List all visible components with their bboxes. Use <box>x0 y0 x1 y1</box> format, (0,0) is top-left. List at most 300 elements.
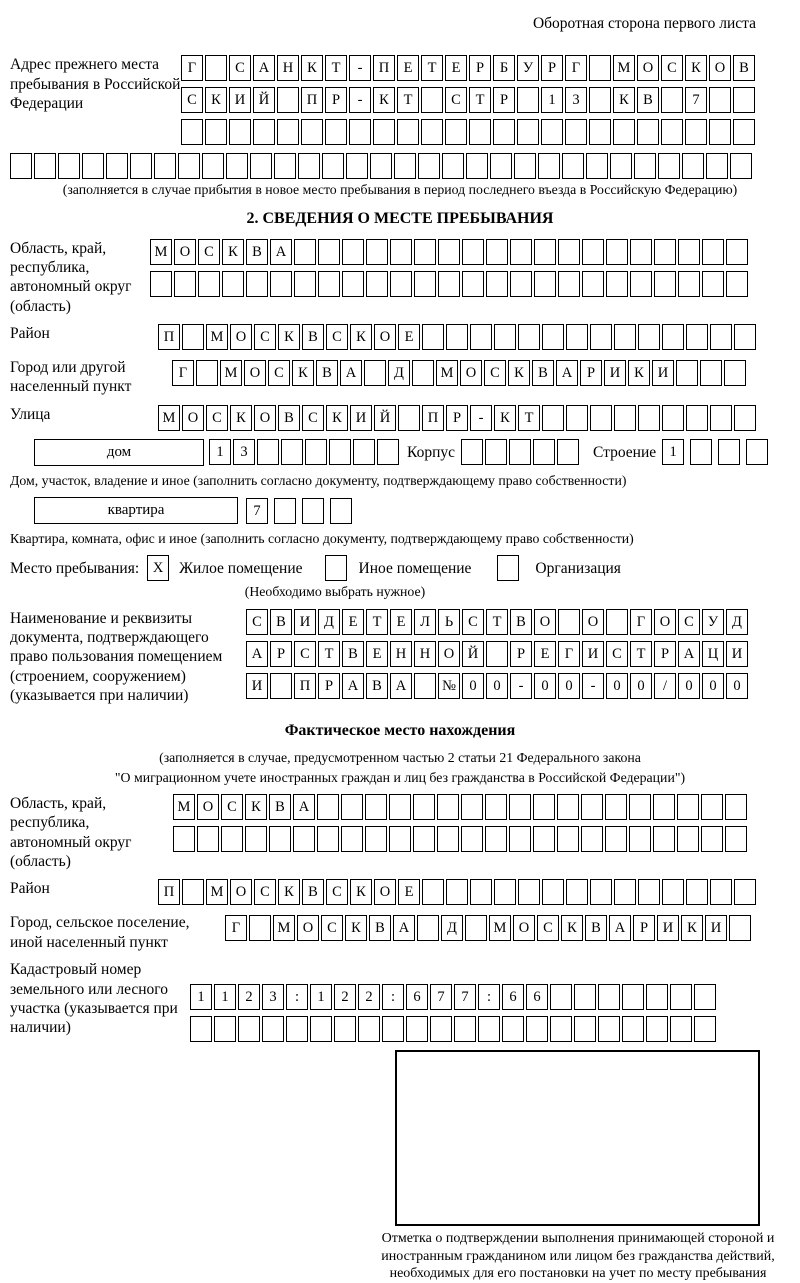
char-cell[interactable]: К <box>628 360 650 386</box>
char-cell[interactable] <box>446 324 468 350</box>
char-cell[interactable] <box>581 826 603 852</box>
char-cell[interactable] <box>533 794 555 820</box>
char-cell[interactable] <box>654 239 676 265</box>
residence-checkbox-inoe[interactable] <box>325 555 347 581</box>
char-cell[interactable] <box>446 879 468 905</box>
char-cell[interactable] <box>364 360 386 386</box>
char-cell[interactable] <box>250 153 272 179</box>
residence-checkbox-org[interactable] <box>497 555 519 581</box>
char-cell[interactable]: 3 <box>262 984 284 1010</box>
char-cell[interactable]: У <box>517 55 539 81</box>
char-cell[interactable]: Г <box>225 915 247 941</box>
char-cell[interactable]: 0 <box>702 673 724 699</box>
char-cell[interactable] <box>317 826 339 852</box>
char-cell[interactable] <box>466 153 488 179</box>
char-cell[interactable] <box>670 1016 692 1042</box>
char-cell[interactable] <box>461 439 483 465</box>
char-cell[interactable]: Е <box>398 879 420 905</box>
char-cell[interactable] <box>154 153 176 179</box>
char-cell[interactable] <box>686 405 708 431</box>
char-cell[interactable]: : <box>478 984 500 1010</box>
char-cell[interactable] <box>542 405 564 431</box>
char-cell[interactable] <box>614 324 636 350</box>
char-cell[interactable] <box>589 55 611 81</box>
char-cell[interactable]: О <box>374 879 396 905</box>
char-cell[interactable] <box>58 153 80 179</box>
char-cell[interactable] <box>318 239 340 265</box>
char-cell[interactable]: О <box>534 609 556 635</box>
char-cell[interactable] <box>373 119 395 145</box>
char-cell[interactable] <box>582 239 604 265</box>
char-cell[interactable]: В <box>246 239 268 265</box>
char-cell[interactable] <box>517 87 539 113</box>
char-cell[interactable] <box>341 826 363 852</box>
char-cell[interactable]: Г <box>558 641 580 667</box>
char-cell[interactable]: 0 <box>462 673 484 699</box>
char-cell[interactable]: К <box>373 87 395 113</box>
char-cell[interactable] <box>733 87 755 113</box>
char-cell[interactable]: М <box>273 915 295 941</box>
char-cell[interactable]: О <box>438 641 460 667</box>
char-cell[interactable] <box>590 324 612 350</box>
char-cell[interactable] <box>598 1016 620 1042</box>
char-cell[interactable]: В <box>278 405 300 431</box>
char-cell[interactable]: К <box>326 405 348 431</box>
char-cell[interactable] <box>377 439 399 465</box>
char-cell[interactable] <box>706 153 728 179</box>
char-cell[interactable] <box>566 405 588 431</box>
char-cell[interactable]: И <box>246 673 268 699</box>
char-cell[interactable]: 0 <box>630 673 652 699</box>
char-cell[interactable] <box>710 405 732 431</box>
char-cell[interactable]: Р <box>654 641 676 667</box>
char-cell[interactable]: С <box>268 360 290 386</box>
char-cell[interactable] <box>734 879 756 905</box>
char-cell[interactable]: О <box>637 55 659 81</box>
char-cell[interactable]: 0 <box>726 673 748 699</box>
char-cell[interactable]: - <box>582 673 604 699</box>
char-cell[interactable]: К <box>681 915 703 941</box>
char-cell[interactable] <box>437 794 459 820</box>
char-cell[interactable] <box>262 1016 284 1042</box>
char-cell[interactable] <box>726 239 748 265</box>
char-cell[interactable] <box>346 153 368 179</box>
char-cell[interactable]: Е <box>398 324 420 350</box>
char-cell[interactable]: А <box>609 915 631 941</box>
char-cell[interactable] <box>406 1016 428 1042</box>
char-cell[interactable] <box>726 271 748 297</box>
char-cell[interactable]: Т <box>630 641 652 667</box>
char-cell[interactable] <box>462 271 484 297</box>
char-cell[interactable] <box>606 271 628 297</box>
char-cell[interactable] <box>329 439 351 465</box>
char-cell[interactable] <box>34 153 56 179</box>
char-cell[interactable] <box>614 405 636 431</box>
char-cell[interactable] <box>533 439 555 465</box>
char-cell[interactable] <box>630 271 652 297</box>
char-cell[interactable] <box>509 826 531 852</box>
char-cell[interactable]: Й <box>253 87 275 113</box>
char-cell[interactable] <box>493 119 515 145</box>
char-cell[interactable]: 2 <box>358 984 380 1010</box>
char-cell[interactable] <box>514 153 536 179</box>
char-cell[interactable]: С <box>254 324 276 350</box>
char-cell[interactable]: С <box>537 915 559 941</box>
char-cell[interactable] <box>281 439 303 465</box>
char-cell[interactable] <box>421 119 443 145</box>
char-cell[interactable]: С <box>254 879 276 905</box>
char-cell[interactable]: В <box>637 87 659 113</box>
char-cell[interactable] <box>606 239 628 265</box>
char-cell[interactable] <box>322 153 344 179</box>
char-cell[interactable]: Д <box>388 360 410 386</box>
char-cell[interactable] <box>106 153 128 179</box>
char-cell[interactable] <box>465 915 487 941</box>
char-cell[interactable] <box>229 119 251 145</box>
char-cell[interactable]: П <box>158 879 180 905</box>
char-cell[interactable]: 7 <box>430 984 452 1010</box>
char-cell[interactable] <box>629 826 651 852</box>
char-cell[interactable] <box>454 1016 476 1042</box>
char-cell[interactable] <box>661 87 683 113</box>
char-cell[interactable] <box>422 879 444 905</box>
char-cell[interactable] <box>382 1016 404 1042</box>
char-cell[interactable]: С <box>321 915 343 941</box>
char-cell[interactable]: С <box>484 360 506 386</box>
char-cell[interactable] <box>662 324 684 350</box>
char-cell[interactable]: М <box>173 794 195 820</box>
char-cell[interactable] <box>734 405 756 431</box>
char-cell[interactable]: Е <box>390 609 412 635</box>
char-cell[interactable]: Р <box>633 915 655 941</box>
char-cell[interactable]: К <box>685 55 707 81</box>
char-cell[interactable] <box>330 498 352 524</box>
char-cell[interactable]: А <box>393 915 415 941</box>
char-cell[interactable] <box>222 271 244 297</box>
char-cell[interactable]: О <box>297 915 319 941</box>
char-cell[interactable] <box>677 826 699 852</box>
char-cell[interactable]: / <box>654 673 676 699</box>
char-cell[interactable] <box>637 119 659 145</box>
char-cell[interactable] <box>274 153 296 179</box>
char-cell[interactable] <box>305 439 327 465</box>
char-cell[interactable]: Т <box>421 55 443 81</box>
char-cell[interactable] <box>614 879 636 905</box>
char-cell[interactable] <box>310 1016 332 1042</box>
char-cell[interactable]: В <box>532 360 554 386</box>
char-cell[interactable] <box>414 239 436 265</box>
char-cell[interactable]: Г <box>181 55 203 81</box>
residence-checkbox-zhiloe[interactable]: X <box>147 555 169 581</box>
char-cell[interactable] <box>566 324 588 350</box>
char-cell[interactable] <box>646 1016 668 1042</box>
char-cell[interactable] <box>518 879 540 905</box>
char-cell[interactable] <box>462 239 484 265</box>
char-cell[interactable]: П <box>373 55 395 81</box>
char-cell[interactable]: К <box>278 879 300 905</box>
char-cell[interactable] <box>182 324 204 350</box>
char-cell[interactable] <box>365 826 387 852</box>
char-cell[interactable] <box>694 1016 716 1042</box>
char-cell[interactable] <box>686 324 708 350</box>
char-cell[interactable] <box>533 826 555 852</box>
char-cell[interactable]: 1 <box>190 984 212 1010</box>
char-cell[interactable] <box>317 794 339 820</box>
char-cell[interactable]: И <box>726 641 748 667</box>
char-cell[interactable]: 0 <box>606 673 628 699</box>
char-cell[interactable] <box>226 153 248 179</box>
char-cell[interactable] <box>301 119 323 145</box>
char-cell[interactable]: : <box>286 984 308 1010</box>
char-cell[interactable]: В <box>366 673 388 699</box>
char-cell[interactable] <box>246 271 268 297</box>
char-cell[interactable]: А <box>293 794 315 820</box>
char-cell[interactable] <box>318 271 340 297</box>
char-cell[interactable]: И <box>657 915 679 941</box>
char-cell[interactable] <box>682 153 704 179</box>
char-cell[interactable] <box>470 879 492 905</box>
char-cell[interactable]: К <box>613 87 635 113</box>
char-cell[interactable] <box>701 826 723 852</box>
char-cell[interactable]: О <box>230 879 252 905</box>
char-cell[interactable] <box>418 153 440 179</box>
char-cell[interactable]: В <box>733 55 755 81</box>
char-cell[interactable] <box>469 119 491 145</box>
char-cell[interactable] <box>590 405 612 431</box>
char-cell[interactable] <box>461 794 483 820</box>
char-cell[interactable] <box>638 879 660 905</box>
char-cell[interactable] <box>734 324 756 350</box>
char-cell[interactable]: Т <box>325 55 347 81</box>
char-cell[interactable]: В <box>269 794 291 820</box>
char-cell[interactable] <box>661 119 683 145</box>
char-cell[interactable] <box>526 1016 548 1042</box>
char-cell[interactable]: В <box>316 360 338 386</box>
char-cell[interactable] <box>613 119 635 145</box>
char-cell[interactable] <box>729 915 751 941</box>
char-cell[interactable]: 6 <box>526 984 548 1010</box>
char-cell[interactable]: О <box>654 609 676 635</box>
char-cell[interactable]: В <box>302 324 324 350</box>
char-cell[interactable] <box>478 1016 500 1042</box>
char-cell[interactable]: 7 <box>246 498 268 524</box>
char-cell[interactable]: К <box>350 879 372 905</box>
char-cell[interactable] <box>678 271 700 297</box>
char-cell[interactable] <box>557 439 579 465</box>
char-cell[interactable] <box>509 794 531 820</box>
char-cell[interactable]: Е <box>534 641 556 667</box>
char-cell[interactable] <box>298 153 320 179</box>
char-cell[interactable] <box>690 439 712 465</box>
char-cell[interactable] <box>634 153 656 179</box>
char-cell[interactable]: С <box>326 324 348 350</box>
char-cell[interactable]: 7 <box>685 87 707 113</box>
char-cell[interactable]: М <box>489 915 511 941</box>
char-cell[interactable]: И <box>705 915 727 941</box>
char-cell[interactable]: М <box>206 879 228 905</box>
char-cell[interactable]: О <box>513 915 535 941</box>
char-cell[interactable]: К <box>350 324 372 350</box>
char-cell[interactable]: И <box>229 87 251 113</box>
char-cell[interactable] <box>221 826 243 852</box>
char-cell[interactable]: П <box>301 87 323 113</box>
char-cell[interactable] <box>238 1016 260 1042</box>
char-cell[interactable] <box>302 498 324 524</box>
char-cell[interactable] <box>293 826 315 852</box>
char-cell[interactable] <box>490 153 512 179</box>
char-cell[interactable]: 1 <box>310 984 332 1010</box>
char-cell[interactable]: К <box>205 87 227 113</box>
char-cell[interactable]: В <box>270 609 292 635</box>
char-cell[interactable] <box>510 239 532 265</box>
char-cell[interactable]: В <box>342 641 364 667</box>
char-cell[interactable] <box>700 360 722 386</box>
char-cell[interactable]: Т <box>486 609 508 635</box>
char-cell[interactable]: О <box>374 324 396 350</box>
char-cell[interactable] <box>370 153 392 179</box>
char-cell[interactable] <box>622 1016 644 1042</box>
char-cell[interactable] <box>558 609 580 635</box>
char-cell[interactable] <box>358 1016 380 1042</box>
char-cell[interactable]: А <box>390 673 412 699</box>
char-cell[interactable]: Р <box>469 55 491 81</box>
char-cell[interactable] <box>702 271 724 297</box>
char-cell[interactable]: Н <box>277 55 299 81</box>
char-cell[interactable] <box>421 87 443 113</box>
char-cell[interactable]: Г <box>172 360 194 386</box>
char-cell[interactable] <box>390 271 412 297</box>
char-cell[interactable] <box>198 271 220 297</box>
char-cell[interactable] <box>341 794 363 820</box>
char-cell[interactable] <box>417 915 439 941</box>
char-cell[interactable]: 1 <box>541 87 563 113</box>
char-cell[interactable]: 0 <box>678 673 700 699</box>
char-cell[interactable] <box>630 239 652 265</box>
char-cell[interactable]: О <box>182 405 204 431</box>
char-cell[interactable] <box>629 794 651 820</box>
char-cell[interactable] <box>518 324 540 350</box>
char-cell[interactable] <box>718 439 740 465</box>
char-cell[interactable] <box>196 360 218 386</box>
char-cell[interactable]: 3 <box>233 439 255 465</box>
char-cell[interactable]: О <box>197 794 219 820</box>
char-cell[interactable]: О <box>174 239 196 265</box>
char-cell[interactable]: Р <box>325 87 347 113</box>
char-cell[interactable] <box>249 915 271 941</box>
char-cell[interactable] <box>174 271 196 297</box>
char-cell[interactable]: С <box>198 239 220 265</box>
char-cell[interactable]: - <box>349 87 371 113</box>
char-cell[interactable] <box>725 794 747 820</box>
char-cell[interactable]: Е <box>445 55 467 81</box>
char-cell[interactable] <box>438 239 460 265</box>
char-cell[interactable] <box>558 239 580 265</box>
char-cell[interactable] <box>574 984 596 1010</box>
char-cell[interactable]: К <box>222 239 244 265</box>
char-cell[interactable] <box>245 826 267 852</box>
char-cell[interactable] <box>622 984 644 1010</box>
char-cell[interactable]: Р <box>541 55 563 81</box>
char-cell[interactable] <box>646 984 668 1010</box>
char-cell[interactable]: В <box>369 915 391 941</box>
char-cell[interactable] <box>589 119 611 145</box>
char-cell[interactable] <box>430 1016 452 1042</box>
char-cell[interactable] <box>557 794 579 820</box>
char-cell[interactable]: П <box>294 673 316 699</box>
char-cell[interactable] <box>658 153 680 179</box>
char-cell[interactable]: Т <box>469 87 491 113</box>
char-cell[interactable]: И <box>294 609 316 635</box>
char-cell[interactable]: 3 <box>565 87 587 113</box>
char-cell[interactable] <box>670 984 692 1010</box>
char-cell[interactable]: Р <box>510 641 532 667</box>
char-cell[interactable] <box>349 119 371 145</box>
char-cell[interactable]: Д <box>726 609 748 635</box>
char-cell[interactable] <box>445 119 467 145</box>
char-cell[interactable] <box>389 826 411 852</box>
char-cell[interactable]: С <box>462 609 484 635</box>
char-cell[interactable]: С <box>678 609 700 635</box>
char-cell[interactable] <box>414 271 436 297</box>
char-cell[interactable] <box>685 119 707 145</box>
char-cell[interactable] <box>662 879 684 905</box>
char-cell[interactable]: М <box>158 405 180 431</box>
char-cell[interactable]: М <box>150 239 172 265</box>
char-cell[interactable] <box>509 439 531 465</box>
char-cell[interactable]: А <box>246 641 268 667</box>
char-cell[interactable]: 7 <box>454 984 476 1010</box>
char-cell[interactable]: Й <box>462 641 484 667</box>
char-cell[interactable] <box>366 271 388 297</box>
char-cell[interactable]: 0 <box>558 673 580 699</box>
char-cell[interactable]: Е <box>342 609 364 635</box>
char-cell[interactable] <box>205 55 227 81</box>
char-cell[interactable]: К <box>345 915 367 941</box>
char-cell[interactable]: В <box>585 915 607 941</box>
char-cell[interactable] <box>389 794 411 820</box>
char-cell[interactable] <box>214 1016 236 1042</box>
char-cell[interactable] <box>205 119 227 145</box>
char-cell[interactable] <box>686 879 708 905</box>
char-cell[interactable] <box>654 271 676 297</box>
char-cell[interactable]: О <box>460 360 482 386</box>
char-cell[interactable] <box>589 87 611 113</box>
char-cell[interactable]: М <box>436 360 458 386</box>
char-cell[interactable]: К <box>494 405 516 431</box>
char-cell[interactable] <box>412 360 434 386</box>
char-cell[interactable] <box>582 271 604 297</box>
char-cell[interactable] <box>286 1016 308 1042</box>
char-cell[interactable] <box>486 271 508 297</box>
char-cell[interactable] <box>342 271 364 297</box>
char-cell[interactable]: К <box>230 405 252 431</box>
char-cell[interactable] <box>390 239 412 265</box>
char-cell[interactable] <box>542 879 564 905</box>
char-cell[interactable]: О <box>709 55 731 81</box>
char-cell[interactable]: Р <box>446 405 468 431</box>
char-cell[interactable] <box>413 794 435 820</box>
char-cell[interactable] <box>725 826 747 852</box>
char-cell[interactable]: П <box>422 405 444 431</box>
char-cell[interactable]: Б <box>493 55 515 81</box>
char-cell[interactable] <box>486 641 508 667</box>
char-cell[interactable]: К <box>278 324 300 350</box>
char-cell[interactable] <box>150 271 172 297</box>
char-cell[interactable]: Д <box>441 915 463 941</box>
char-cell[interactable]: А <box>556 360 578 386</box>
char-cell[interactable] <box>398 405 420 431</box>
char-cell[interactable] <box>638 405 660 431</box>
